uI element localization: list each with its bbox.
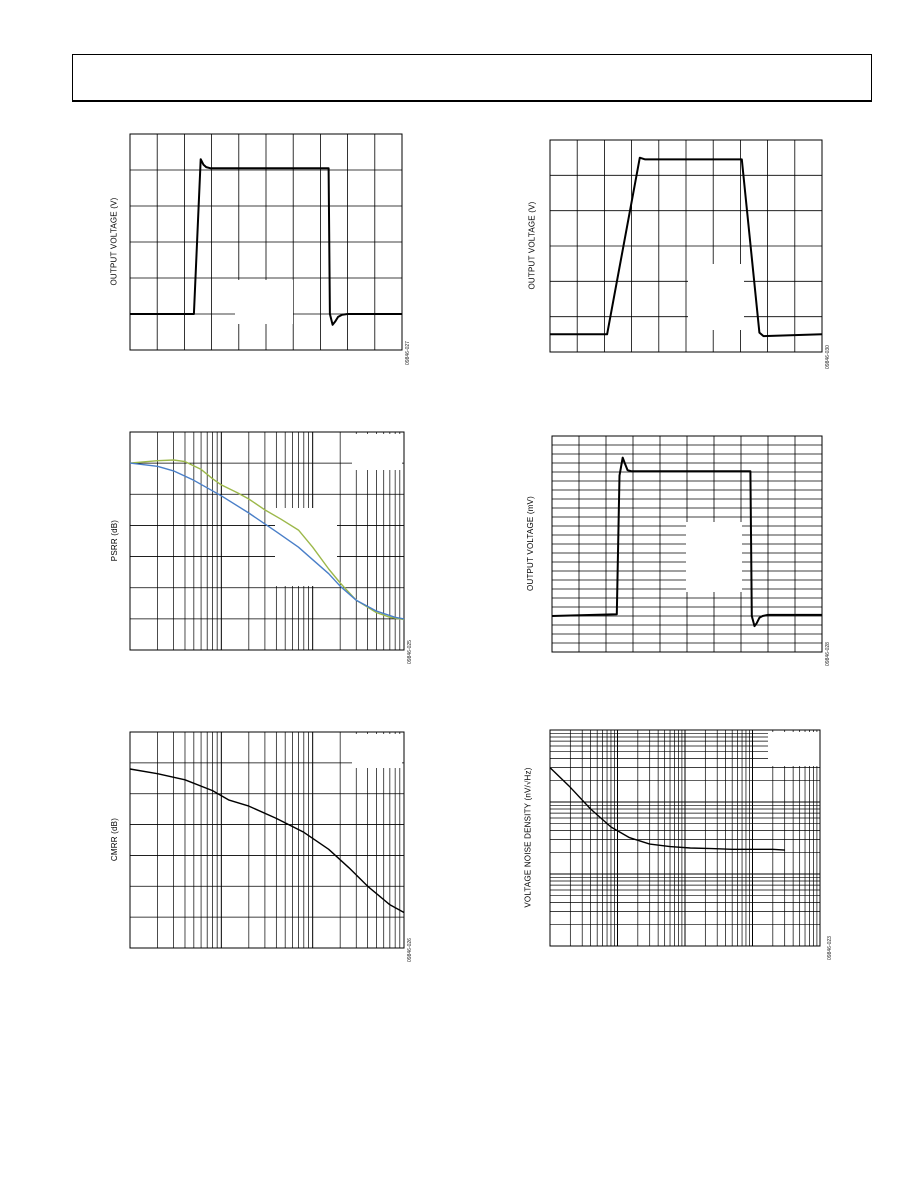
- plot-svg: [100, 128, 430, 388]
- grid: [550, 140, 822, 352]
- y-axis-label: OUTPUT VOLTAGE (V): [527, 201, 537, 290]
- plot-svg: [518, 726, 848, 988]
- plot-svg: [518, 432, 848, 694]
- chart-cmrr: [100, 728, 430, 990]
- legend-blank: [235, 280, 293, 324]
- figure-id: 09846-025: [406, 640, 413, 664]
- y-axis-label: OUTPUT VOLTAGE (mV): [525, 496, 535, 591]
- chart-voltage-noise-density: [518, 726, 848, 988]
- figure-id: 09846-028: [824, 642, 831, 666]
- chart-output-voltage-v-right: [518, 134, 848, 394]
- legend-blank: [352, 734, 402, 768]
- page-header-box: [72, 54, 872, 102]
- figure-id: 09846-030: [824, 345, 831, 369]
- plot-svg: [518, 134, 848, 394]
- legend-blank: [276, 558, 326, 576]
- legend-blank: [768, 732, 820, 766]
- y-axis-label: VOLTAGE NOISE DENSITY (nV/√Hz): [523, 767, 533, 908]
- chart-output-voltage-v-left: [100, 128, 430, 388]
- legend-blank: [686, 522, 742, 592]
- series-line-0: [130, 769, 404, 913]
- chart-psrr: [100, 428, 430, 690]
- y-axis-label: CMRR (dB): [109, 817, 119, 862]
- chart-output-voltage-mv: [518, 432, 848, 694]
- figure-id: 09846-023: [826, 936, 833, 960]
- figure-id: 09846-027: [404, 341, 411, 365]
- plot-svg: [100, 728, 430, 990]
- legend-blank: [352, 434, 402, 470]
- y-axis-label: OUTPUT VOLTAGE (V): [109, 197, 119, 286]
- series-line-0: [130, 460, 404, 620]
- figure-id: 09846-026: [406, 938, 413, 962]
- y-axis-label: PSRR (dB): [109, 519, 119, 562]
- plot-svg: [100, 428, 430, 690]
- legend-blank: [688, 264, 744, 330]
- series-line-1: [130, 463, 404, 619]
